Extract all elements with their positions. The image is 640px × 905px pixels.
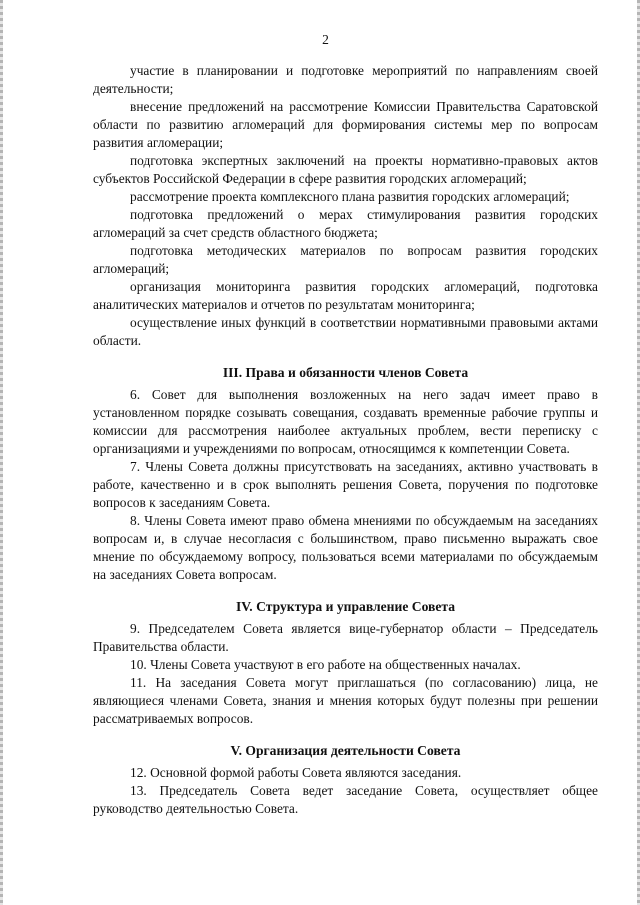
paragraph: 7. Члены Совета должны присутствовать на заседаниях, активно участвовать в работе, качественно и в срок выполнять решения Совета, поручения по подготовке вопросов к заседаниям Совета. (93, 459, 598, 510)
section-heading: V. Организация деятельности Совета (230, 743, 461, 758)
section-heading: III. Права и обязанности членов Совета (222, 365, 469, 380)
paragraph: 12. Основной формой работы Совета являются заседания. (130, 765, 462, 780)
list-item: подготовка экспертных заключений на проекты нормативно-правовых актов субъектов Российской Федерации в сфере развития городских агломераций; (93, 153, 598, 186)
page-number: 2 (322, 32, 329, 47)
list-item: осуществление иных функций в соответствии нормативными правовыми актами области. (93, 315, 598, 348)
list-item: внесение предложений на рассмотрение Комиссии Правительства Саратовской области по развитию агломераций для формирования системы мер по вопросам развития агломерации; (93, 99, 598, 150)
list-item: подготовка методических материалов по вопросам развития городских агломераций; (93, 243, 598, 276)
list-item: участие в планировании и подготовке мероприятий по направлениям своей деятельности; (93, 63, 598, 96)
section-rights-duties (93, 364, 598, 584)
scan-edge-left (0, 0, 3, 905)
paragraph: 9. Председателем Совета является вице-губернатор области – Председатель Правительства области. (93, 621, 598, 654)
section-organization (93, 742, 598, 818)
section-structure (93, 598, 598, 728)
paragraph: 6. Совет для выполнения возложенных на него задач имеет право в установленном порядке созывать совещания, создавать временные рабочие группы и комиссии для рассмотрения наиболее актуальных проблем, вести переписку с организациями и учреждениями по вопросам, относящимся к компетенции Совета. (93, 387, 598, 456)
list-item: рассмотрение проекта комплексного плана развития городских агломераций; (130, 189, 570, 204)
paragraph: 11. На заседания Совета могут приглашаться (по согласованию) лица, не являющиеся членами Совета, знания и мнения которых будут полезны при решении рассматриваемых вопросов. (93, 675, 598, 726)
paragraph: 10. Члены Совета участвуют в его работе на общественных началах. (130, 657, 521, 672)
list-item: подготовка предложений о мерах стимулирования развития городских агломераций за счет средств областного бюджета; (93, 207, 598, 240)
paragraph: 13. Председатель Совета ведет заседание Совета, осуществляет общее руководство деятельностью Совета. (93, 783, 598, 816)
functions-list (93, 62, 598, 350)
section-heading: IV. Структура и управление Совета (235, 599, 456, 614)
paragraph: 8. Члены Совета имеют право обмена мнениями по обсуждаемым на заседаниях вопросам и, в случае несогласия с большинством, право письменно выражать свое мнение по обсуждаемому вопросу, пользоваться всеми материалами по обсуждаемым на заседаниях Совета вопросам. (93, 513, 598, 582)
list-item: организация мониторинга развития городских агломераций, подготовка аналитических материалов и отчетов по результатам мониторинга; (93, 279, 598, 312)
